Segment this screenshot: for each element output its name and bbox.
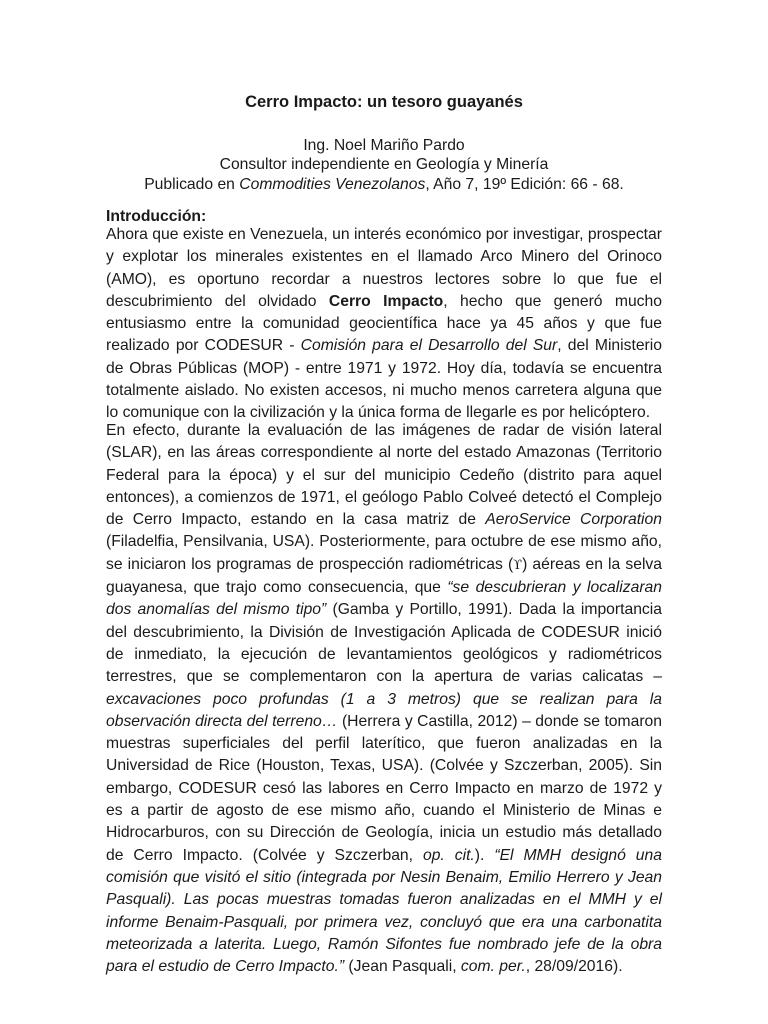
publication-suffix: , Año 7, 19º Edición: 66 - 68. — [425, 176, 624, 193]
author-name: Ing. Noel Mariño Pardo — [303, 137, 465, 154]
gamma-symbol: ϒ — [513, 557, 523, 573]
publication-journal: Commodities Venezolanos — [239, 176, 426, 193]
p1-bold-cerro-impacto: Cerro Impacto — [328, 292, 444, 310]
p2-text-5: (Herrera y Castilla, 2012) – donde se tomaron muestras superficiales del perfil laterítico, que fueron analizadas en la Universidad de Rice (Houston, Texas, USA). (Colvée y Szczerban, 2005). Sin embargo, CODESUR cesó las labores en Cerro Impacto en marzo de 1972 y es a partir de agosto de ese mismo año, cuando el Ministerio de Minas e Hidrocarburos, con su Dirección de Geología, inicia un estudio más detallado de Cerro Impacto. (Colvée y Szczerban, — [106, 712, 662, 864]
section-heading-introduccion: Introducción: — [106, 208, 207, 225]
p2-text-6: ). — [474, 846, 495, 864]
p2-quote-anomalias: “se descubrieran y localizaran dos anomalías del mismo tipo” — [106, 579, 662, 619]
p2-italic-calicatas: excavaciones poco profundas (1 a 3 metros) que se realizan para la observación directa del terreno… — [106, 690, 662, 730]
p1-italic-codesur: Comisión para el Desarrollo del Sur — [300, 337, 558, 355]
p2-text-4: (Gamba y Portillo, 1991). Dada la importancia del descubrimiento, la División de Investigación Aplicada de CODESUR inició de inmediato, la ejecución de levantamientos geológicos y radiométricos terrestres, que se complementaron con la apertura de varias calicatas – — [106, 601, 662, 686]
paragraph-efecto — [106, 420, 662, 978]
paragraph-intro — [106, 224, 662, 425]
p1-text-2: , hecho que generó mucho entusiasmo entre la comunidad geocientífica hace ya 45 años y que fue realizado por CODESUR - — [106, 292, 662, 355]
p2-text-3: ) aéreas en la selva guayanesa, que trajo como consecuencia, que — [106, 555, 662, 597]
p2-italic-com-per: com. per. — [460, 958, 526, 976]
p2-quote-mmh: “El MMH designó una comisión que visitó el sitio (integrada por Nesin Benaim, Emilio Herrero y Jean Pasquali). Las pocas muestras tomadas fueron analizadas en el MMH y el informe Benaim-Pasquali, por primera vez, concluyó que era una carbonatita meteorizada a laterita. Luego, Ramón Sifontes fue nombrado jefe de la obra para el estudio de Cerro Impacto.” — [106, 846, 662, 976]
p2-italic-op-cit: op. cit. — [422, 846, 475, 864]
p1-text-3: , del Ministerio de Obras Públicas (MOP) - entre 1971 y 1972. Hoy día, todavía se encuentra totalmente aislado. No existen accesos, ni mucho menos carretera alguna que lo comunique con la civilización y la única forma de llegarle es por helicóptero. — [106, 337, 662, 422]
p2-text-7: (Jean Pasquali, — [344, 958, 461, 976]
p2-text-2: (Filadelfia, Pensilvania, USA). Posteriormente, para octubre de ese mismo año, se iniciaron los programas de prospección radiométricas ( — [106, 533, 662, 573]
p2-text-1: En efecto, durante la evaluación de las imágenes de radar de visión lateral (SLAR), en las áreas correspondiente al norte del estado Amazonas (Territorio Federal para la época) y el sur del municipio Cedeño (distrito para aquel entonces), a comienzos de 1971, el geólogo Pablo Colveé detectó el Complejo de Cerro Impacto, estando en la casa matriz de — [106, 422, 662, 529]
p2-text-8: , 28/09/2016). — [525, 958, 623, 976]
document-title: Cerro Impacto: un tesoro guayanés — [245, 93, 523, 111]
author-affiliation: Consultor independiente en Geología y Minería — [219, 156, 549, 173]
p1-text-1: Ahora que existe en Venezuela, un interés económico por investigar, prospectar y explotar los minerales existentes en el llamado Arco Minero del Orinoco (AMO), es oportuno recordar a nuestros lectores sobre lo que fue el descubrimiento del olvidado — [106, 226, 662, 310]
publication-line — [0, 175, 768, 195]
publication-prefix: Publicado en — [144, 176, 240, 193]
p2-italic-aeroservice: AeroService Corporation — [485, 511, 662, 529]
